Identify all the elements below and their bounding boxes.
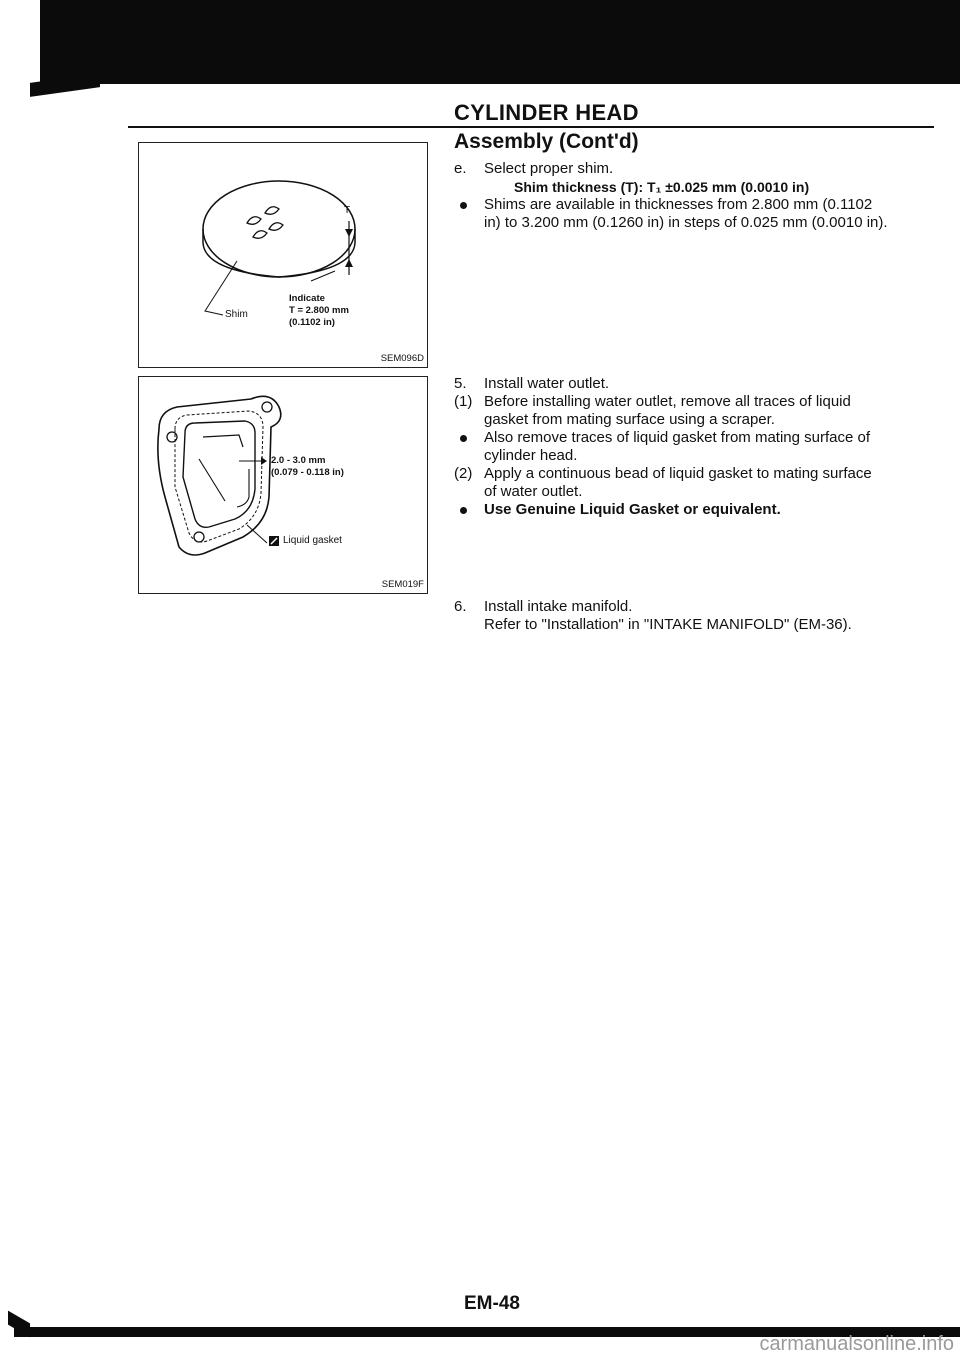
sub-step-text-continued: of water outlet. <box>484 483 583 500</box>
step-text: Select proper shim. <box>484 160 614 177</box>
sub-step-1 <box>454 393 940 411</box>
bullet-text-continued: in) to 3.200 mm (0.1260 in) in steps of 0.025 mm (0.0010 in). <box>484 214 888 231</box>
bullet-item-bold <box>454 501 940 519</box>
step-reference: Refer to "Installation" in "INTAKE MANIFOLD" (EM-36). <box>484 616 852 633</box>
select-shim-block <box>454 160 940 232</box>
header-rule <box>128 126 934 128</box>
sub-step-text: Before installing water outlet, remove all traces of liquid <box>484 393 851 410</box>
step-text: Install water outlet. <box>484 375 610 392</box>
watermark: carmanualsonline.info <box>759 1333 954 1355</box>
bullet-item <box>454 196 940 214</box>
step-marker: 6. <box>454 598 467 615</box>
step-e <box>454 160 940 178</box>
top-black-banner <box>40 0 960 84</box>
bullet-item <box>454 429 940 447</box>
shim-illustration <box>139 143 427 367</box>
bullet-text: Use Genuine Liquid Gasket or equivalent. <box>484 501 781 518</box>
step-6 <box>454 598 940 616</box>
bullet-text: Shims are available in thicknesses from 2.800 mm (0.1102 <box>484 196 873 213</box>
intake-manifold-block <box>454 598 940 634</box>
bead-width-inch: (0.079 - 0.118 in) <box>271 467 344 478</box>
step-5 <box>454 375 940 393</box>
bullet-icon <box>454 501 482 519</box>
sub-step-marker: (2) <box>454 465 473 482</box>
shim-label: Shim <box>225 309 248 320</box>
section-title: CYLINDER HEAD <box>454 100 639 125</box>
indicate-label: Indicate <box>289 293 325 304</box>
figure-code: SEM096D <box>380 353 424 364</box>
sub-title: Assembly (Cont'd) <box>454 130 639 153</box>
sub-step-marker: (1) <box>454 393 473 410</box>
bead-width-label: 2.0 - 3.0 mm <box>271 455 326 466</box>
thickness-t-label: T <box>344 205 351 216</box>
water-outlet-block <box>454 375 940 519</box>
shim-thickness-spec: Shim thickness (T): T₁ ±0.025 mm (0.0010 in) <box>514 179 810 195</box>
step-marker: 5. <box>454 375 467 392</box>
indicate-value: T = 2.800 mm <box>289 305 349 316</box>
sub-step-text: Apply a continuous bead of liquid gasket to mating surface <box>484 465 872 482</box>
figure-code: SEM019F <box>381 579 424 590</box>
bullet-icon <box>454 429 482 447</box>
water-outlet-illustration <box>139 377 427 593</box>
sub-step-text-continued: gasket from mating surface using a scraper. <box>484 411 775 428</box>
bullet-text-continued: cylinder head. <box>484 447 578 464</box>
shim-figure <box>138 142 428 368</box>
sub-step-2 <box>454 465 940 483</box>
bullet-text: Also remove traces of liquid gasket from mating surface of <box>484 429 871 446</box>
liquid-gasket-label: Liquid gasket <box>283 535 342 546</box>
step-text: Install intake manifold. <box>484 598 633 615</box>
water-outlet-figure <box>138 376 428 594</box>
indicate-value-inch: (0.1102 in) <box>289 317 335 328</box>
bullet-icon <box>454 196 482 214</box>
page-number: EM-48 <box>464 1293 520 1314</box>
step-marker: e. <box>454 160 467 177</box>
